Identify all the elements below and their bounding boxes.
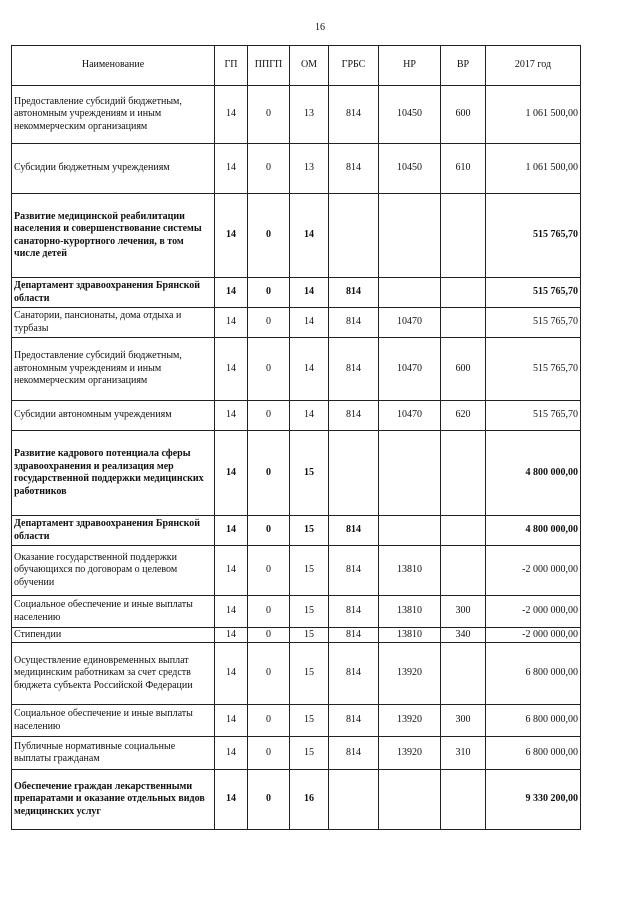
- cell-vr: [441, 431, 486, 516]
- cell-amount: 4 800 000,00: [486, 516, 581, 546]
- cell-nr: 10450: [379, 144, 441, 194]
- cell-vr: 300: [441, 596, 486, 628]
- cell-grbs: 814: [329, 308, 379, 338]
- cell-nr: 13920: [379, 737, 441, 770]
- cell-gp: 14: [215, 643, 248, 705]
- table-row: [12, 516, 581, 546]
- cell-amount: 4 800 000,00: [486, 431, 581, 516]
- page-number: 16: [315, 22, 325, 33]
- cell-om: 16: [290, 770, 329, 830]
- cell-vr: 310: [441, 737, 486, 770]
- cell-om: 15: [290, 628, 329, 643]
- cell-nr: [379, 194, 441, 278]
- cell-ppgp: 0: [248, 643, 290, 705]
- cell-ppgp: 0: [248, 194, 290, 278]
- cell-gp: 14: [215, 144, 248, 194]
- cell-amount: 1 061 500,00: [486, 86, 581, 144]
- cell-vr: [441, 770, 486, 830]
- cell-grbs: 814: [329, 596, 379, 628]
- cell-vr: 340: [441, 628, 486, 643]
- cell-nr: [379, 516, 441, 546]
- header-gp: ГП: [215, 46, 248, 86]
- cell-nr: 10470: [379, 401, 441, 431]
- cell-gp: 14: [215, 546, 248, 596]
- cell-grbs: [329, 770, 379, 830]
- table-row: [12, 737, 581, 770]
- cell-nr: [379, 431, 441, 516]
- cell-ppgp: 0: [248, 516, 290, 546]
- cell-grbs: 814: [329, 338, 379, 401]
- cell-nr: 13810: [379, 596, 441, 628]
- cell-name: Субсидии автономным учреждениям: [12, 401, 215, 431]
- cell-vr: [441, 546, 486, 596]
- cell-grbs: 814: [329, 737, 379, 770]
- cell-amount: 1 061 500,00: [486, 144, 581, 194]
- cell-nr: 10470: [379, 338, 441, 401]
- cell-om: 13: [290, 144, 329, 194]
- cell-vr: 600: [441, 338, 486, 401]
- cell-amount: 515 765,70: [486, 278, 581, 308]
- header-name: Наименование: [12, 46, 215, 86]
- header-year: 2017 год: [486, 46, 581, 86]
- cell-gp: 14: [215, 278, 248, 308]
- cell-om: 15: [290, 705, 329, 737]
- cell-ppgp: 0: [248, 770, 290, 830]
- cell-gp: 14: [215, 86, 248, 144]
- cell-grbs: 814: [329, 86, 379, 144]
- table-row: [12, 643, 581, 705]
- cell-gp: 14: [215, 705, 248, 737]
- cell-name: Предоставление субсидий бюджетным, автономным учреждениям и иным некоммерческим организациям: [12, 338, 215, 401]
- cell-name: Стипендии: [12, 628, 215, 643]
- cell-ppgp: 0: [248, 86, 290, 144]
- budget-table: [11, 45, 581, 830]
- cell-grbs: [329, 194, 379, 278]
- cell-grbs: 814: [329, 278, 379, 308]
- table-row: [12, 338, 581, 401]
- table-row: [12, 546, 581, 596]
- cell-amount: 515 765,70: [486, 338, 581, 401]
- cell-amount: -2 000 000,00: [486, 546, 581, 596]
- cell-amount: 6 800 000,00: [486, 643, 581, 705]
- cell-om: 15: [290, 431, 329, 516]
- table-body: [12, 86, 581, 830]
- table-header-row: [12, 46, 581, 86]
- header-nr: НР: [379, 46, 441, 86]
- cell-nr: 13920: [379, 705, 441, 737]
- cell-nr: 13920: [379, 643, 441, 705]
- cell-gp: 14: [215, 737, 248, 770]
- table-row: [12, 770, 581, 830]
- cell-amount: 515 765,70: [486, 308, 581, 338]
- cell-ppgp: 0: [248, 308, 290, 338]
- cell-grbs: 814: [329, 144, 379, 194]
- cell-vr: [441, 194, 486, 278]
- cell-gp: 14: [215, 516, 248, 546]
- cell-om: 15: [290, 643, 329, 705]
- cell-gp: 14: [215, 194, 248, 278]
- cell-vr: [441, 643, 486, 705]
- cell-amount: 515 765,70: [486, 194, 581, 278]
- cell-grbs: 814: [329, 516, 379, 546]
- cell-ppgp: 0: [248, 278, 290, 308]
- table-row: [12, 278, 581, 308]
- cell-name: Департамент здравоохранения Брянской области: [12, 516, 215, 546]
- cell-gp: 14: [215, 338, 248, 401]
- cell-amount: 515 765,70: [486, 401, 581, 431]
- cell-name: Санатории, пансионаты, дома отдыха и турбазы: [12, 308, 215, 338]
- cell-name: Департамент здравоохранения Брянской области: [12, 278, 215, 308]
- cell-om: 15: [290, 596, 329, 628]
- cell-grbs: 814: [329, 705, 379, 737]
- cell-nr: 10450: [379, 86, 441, 144]
- cell-gp: 14: [215, 770, 248, 830]
- cell-ppgp: 0: [248, 705, 290, 737]
- table-row: [12, 86, 581, 144]
- cell-amount: 6 800 000,00: [486, 737, 581, 770]
- header-om: ОМ: [290, 46, 329, 86]
- cell-ppgp: 0: [248, 596, 290, 628]
- cell-ppgp: 0: [248, 338, 290, 401]
- cell-ppgp: 0: [248, 546, 290, 596]
- cell-name: Социальное обеспечение и иные выплаты населению: [12, 705, 215, 737]
- cell-vr: 600: [441, 86, 486, 144]
- cell-gp: 14: [215, 628, 248, 643]
- cell-om: 15: [290, 737, 329, 770]
- cell-grbs: 814: [329, 546, 379, 596]
- table-row: [12, 628, 581, 643]
- cell-vr: 610: [441, 144, 486, 194]
- cell-grbs: 814: [329, 628, 379, 643]
- cell-nr: [379, 770, 441, 830]
- cell-name: Предоставление субсидий бюджетным, автономным учреждениям и иным некоммерческим организациям: [12, 86, 215, 144]
- cell-grbs: [329, 431, 379, 516]
- cell-grbs: 814: [329, 643, 379, 705]
- cell-ppgp: 0: [248, 737, 290, 770]
- cell-name: Осуществление единовременных выплат медицинским работникам за счет средств бюджета субъекта Российской Федерации: [12, 643, 215, 705]
- cell-ppgp: 0: [248, 628, 290, 643]
- cell-name: Развитие медицинской реабилитации населения и совершенствование системы санаторно-курортного лечения, в том числе детей: [12, 194, 215, 278]
- cell-om: 14: [290, 308, 329, 338]
- cell-ppgp: 0: [248, 431, 290, 516]
- cell-nr: 13810: [379, 546, 441, 596]
- cell-name: Социальное обеспечение и иные выплаты населению: [12, 596, 215, 628]
- cell-vr: [441, 278, 486, 308]
- cell-om: 15: [290, 546, 329, 596]
- cell-om: 14: [290, 401, 329, 431]
- cell-ppgp: 0: [248, 401, 290, 431]
- cell-name: Публичные нормативные социальные выплаты гражданам: [12, 737, 215, 770]
- cell-om: 13: [290, 86, 329, 144]
- cell-vr: [441, 308, 486, 338]
- cell-vr: 620: [441, 401, 486, 431]
- cell-om: 14: [290, 194, 329, 278]
- cell-gp: 14: [215, 596, 248, 628]
- header-vr: ВР: [441, 46, 486, 86]
- cell-nr: 10470: [379, 308, 441, 338]
- table-row: [12, 596, 581, 628]
- cell-amount: -2 000 000,00: [486, 596, 581, 628]
- table-row: [12, 194, 581, 278]
- header-grbs: ГРБС: [329, 46, 379, 86]
- cell-gp: 14: [215, 401, 248, 431]
- cell-om: 14: [290, 278, 329, 308]
- cell-om: 14: [290, 338, 329, 401]
- table-row: [12, 431, 581, 516]
- cell-name: Развитие кадрового потенциала сферы здравоохранения и реализация мер государственной поддержки медицинских работников: [12, 431, 215, 516]
- table-row: [12, 401, 581, 431]
- cell-gp: 14: [215, 431, 248, 516]
- table-row: [12, 705, 581, 737]
- cell-om: 15: [290, 516, 329, 546]
- header-ppgp: ППГП: [248, 46, 290, 86]
- cell-amount: 9 330 200,00: [486, 770, 581, 830]
- cell-name: Субсидии бюджетным учреждениям: [12, 144, 215, 194]
- cell-nr: [379, 278, 441, 308]
- cell-name: Обеспечение граждан лекарственными препаратами и оказание отдельных видов медицинских услуг: [12, 770, 215, 830]
- cell-name: Оказание государственной поддержки обучающихся по договорам о целевом обучении: [12, 546, 215, 596]
- cell-grbs: 814: [329, 401, 379, 431]
- cell-gp: 14: [215, 308, 248, 338]
- table-row: [12, 308, 581, 338]
- table-row: [12, 144, 581, 194]
- cell-vr: 300: [441, 705, 486, 737]
- cell-nr: 13810: [379, 628, 441, 643]
- cell-amount: -2 000 000,00: [486, 628, 581, 643]
- cell-amount: 6 800 000,00: [486, 705, 581, 737]
- cell-vr: [441, 516, 486, 546]
- cell-ppgp: 0: [248, 144, 290, 194]
